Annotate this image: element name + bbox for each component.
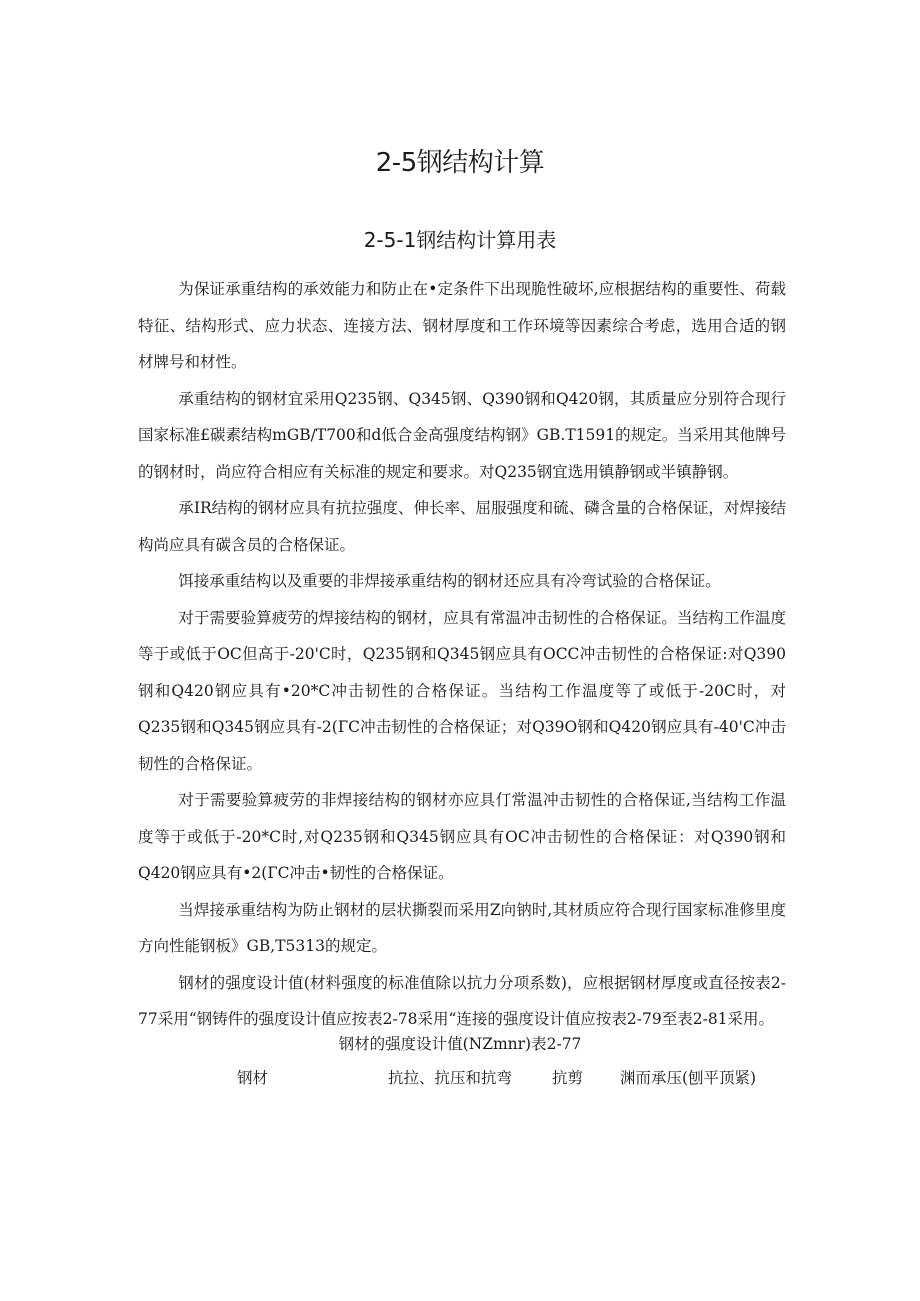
paragraph: 为保证承重结构的承效能力和防止在•定条件下出现脆性破坏,应根据结构的重要性、荷载特征、结构形式、应力状态、连接方法、钢材厚度和工作环境等因素综合考虑，选用合适的钢材牌号和材性。: [138, 280, 786, 371]
section-subtitle: 2-5-1钢结构计算用表: [363, 228, 557, 252]
table-header-tension: 抗拉、抗压和抗弯: [388, 1069, 513, 1087]
table-caption: 钢材的强度设计值(NZmnr)表2-77: [338, 1035, 582, 1053]
paragraph: 钢材的强度设计值(材料强度的标准值除以抗力分项系数)，应根据钢材厚度或直径按表2-77采用“钢铸件的强度设计值应按表2-78采用“连接的强度设计值应按表2-79至表2-81采用。: [138, 973, 786, 1028]
body-text: [138, 271, 786, 1038]
paragraph: 饵接承重结构以及重要的非焊接承重结构的钢材还应具有冷弯试验的合格保证。: [178, 572, 721, 590]
paragraph: 承重结构的钢材宜采用Q235钢、Q345钢、Q390钢和Q420钢，其质量应分别符合现行国家标准£碳素结构mGB/T700和d低合金高强度结构钢》GB.T1591的规定。当采用其他牌号的钢材时，尚应符合相应有关标准的规定和要求。对Q235钢宜选用镇静钢或半镇静钢。: [138, 389, 786, 481]
paragraph: 当焊接承重结构为防止钢材的层状撕裂而采用Z向钠时,其材质应符合现行国家标准修里度方向性能钢板》GB,T5313的规定。: [138, 900, 786, 955]
paragraph: 承IR结构的钢材应具有抗拉强度、伸长率、屈服强度和硫、磷含量的合格保证，对焊接结构尚应具有碳含员的合格保证。: [138, 499, 786, 554]
paragraph: 对于需要验算疲劳的焊接结构的钢材，应具有常温冲击韧性的合格保证。当结构工作温度等于或低于OC但高于-20'C时，Q235钢和Q345钢应具有OCC冲击韧性的合格保证:对Q390钢和Q420钢应具有•20*C冲击韧性的合格保证。当结构工作温度等了或低于-20C时，对Q235钢和Q345钢应具有-2(ГC冲击韧性的合格保证；对Q39O钢和Q420钢应具有-40'C冲击韧性的合格保证。: [138, 608, 786, 773]
table-header-bearing: 渊而承压(刨平顶紧): [620, 1069, 757, 1087]
page-title: 2-5钢结构计算: [375, 148, 545, 178]
table-header-material: 钢材: [237, 1069, 269, 1087]
paragraph: 对于需要验算疲劳的非焊接结构的钢材亦应具仃常温冲击韧性的合格保证,当结构工作温度等于或低于-20*C时,对Q235钢和Q345钢应具有OC冲击韧性的合格保证：对Q390钢和Q420钢应具有•2(ГC冲击•韧性的合格保证。: [138, 791, 786, 882]
table-header-shear: 抗剪: [552, 1069, 584, 1087]
